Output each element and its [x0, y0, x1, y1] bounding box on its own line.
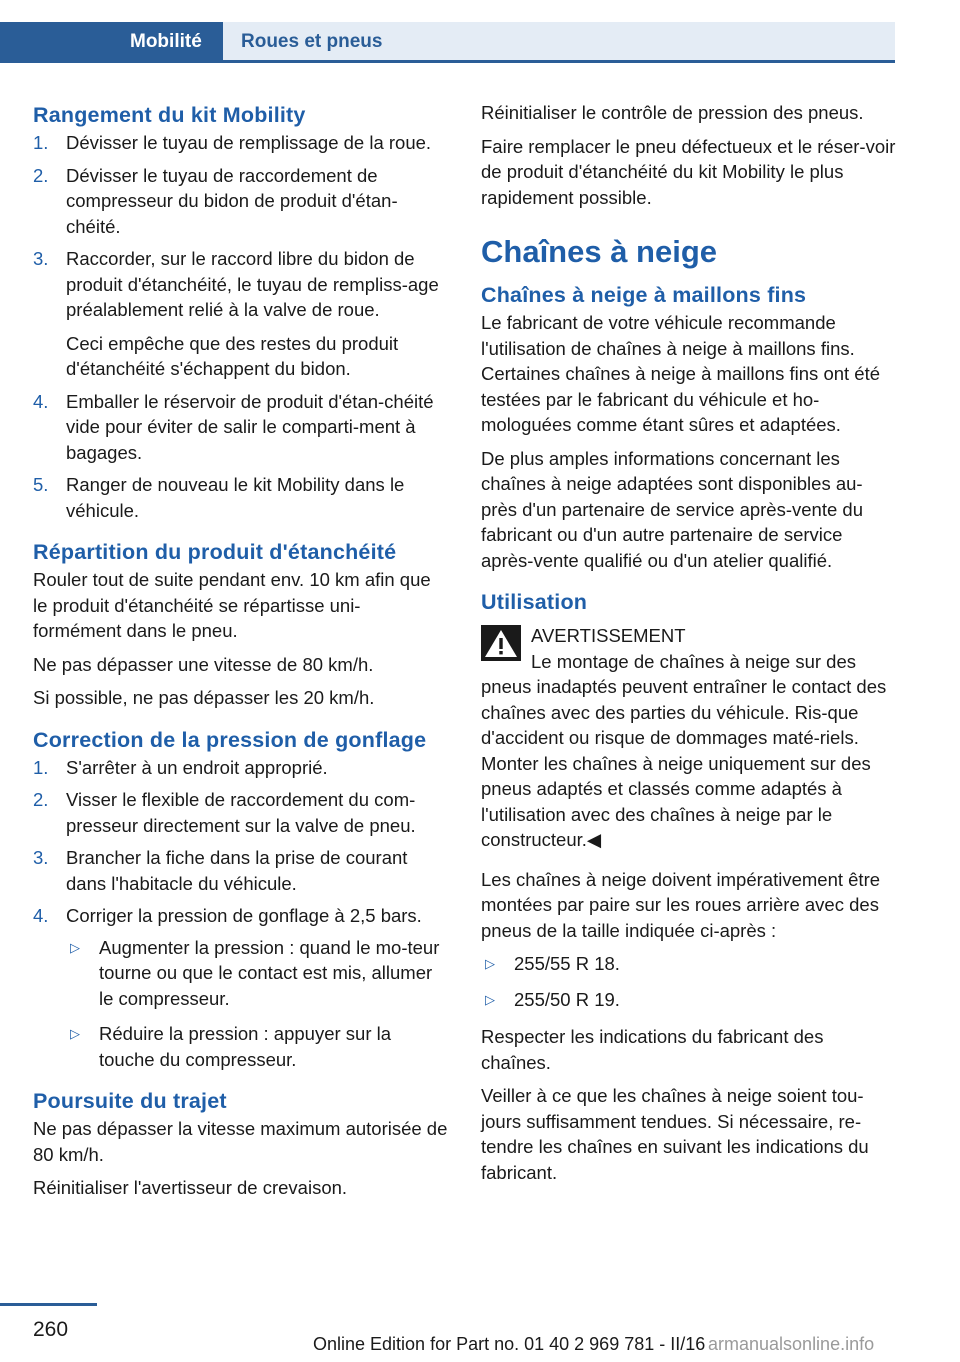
- bullet-item: [481, 951, 896, 977]
- paragraph: Réinitialiser le contrôle de pression des pneus.: [481, 102, 864, 123]
- step-text: Dévisser le tuyau de raccordement de compresseur du bidon de produit d'étan‐chéité.: [66, 164, 398, 237]
- left-column: [33, 100, 448, 1209]
- step-text: Visser le flexible de raccordement du com‐presseur directement sur la valve de pneu.: [66, 789, 416, 836]
- step-item: [33, 845, 448, 896]
- page-number: 260: [33, 1318, 69, 1341]
- step-number: 1.: [33, 132, 49, 153]
- header-tabbar: [0, 22, 895, 62]
- step-item: [33, 787, 448, 838]
- paragraph: Réinitialiser l'avertisseur de crevaison.: [33, 1177, 348, 1198]
- section-title-maillons: Chaînes à neige à maillons fins: [481, 283, 807, 307]
- step-item: [33, 246, 448, 382]
- step-item: [33, 163, 448, 240]
- triangle-right-icon: ▷: [485, 956, 495, 971]
- tab-mobilite[interactable]: Mobilité: [0, 22, 223, 62]
- triangle-right-icon: ▷: [485, 991, 495, 1007]
- bullet-text: 255/55 R 18.: [514, 953, 620, 974]
- steps-rangement: [33, 130, 448, 523]
- step-number: 3.: [33, 847, 49, 868]
- sub-bullets: [66, 935, 448, 1073]
- step-number: 4.: [33, 390, 49, 412]
- paragraph: Le fabricant de votre véhicule recommande l'utilisation de chaînes à neige à maillons fins. Certaines chaînes à neige à maillons fins ont été testées par le fabricant du véhicule et ho‐mologuées comme étant sûres et adaptées.: [481, 312, 881, 435]
- tab-roues-et-pneus[interactable]: Roues et pneus: [223, 22, 895, 62]
- warning-title: AVERTISSEMENT: [531, 625, 686, 646]
- step-item: [33, 389, 448, 466]
- step-text: Ranger de nouveau le kit Mobility dans le véhicule.: [66, 474, 405, 521]
- section-title-correction: Correction de la pression de gonflage: [33, 727, 427, 752]
- step-item: [33, 755, 448, 781]
- bullet-text: Réduire la pression : appuyer sur la touche du compresseur.: [99, 1023, 392, 1070]
- footer-divider: [0, 1303, 97, 1306]
- step-text: Dévisser le tuyau de remplissage de la roue.: [66, 132, 432, 153]
- step-item: [33, 903, 448, 1072]
- tab-underline: [0, 60, 895, 63]
- step-number: 2.: [33, 789, 49, 810]
- step-number: 1.: [33, 756, 49, 778]
- step-item: [33, 472, 448, 523]
- section-title-poursuite: Poursuite du trajet: [33, 1089, 227, 1113]
- step-number: 5.: [33, 474, 49, 495]
- triangle-right-icon: ▷: [70, 939, 80, 955]
- paragraph: Faire remplacer le pneu défectueux et le réser‐voir de produit d'étanchéité du kit Mobility le plus rapidement possible.: [481, 135, 896, 208]
- step-text: Emballer le réservoir de produit d'étan‐chéité vide pour éviter de salir le comparti‐ment à bagages.: [66, 390, 434, 463]
- warning-text: pneus inadaptés peuvent entraîner le contact des chaînes avec des parties du véhicule. Ris‐que d'accident ou risque de dommages maté‐riels. Monter les chaînes à neige uniquement sur des pneus adaptés et classés comme adaptés à l'utilisation avec des chaînes à neige par le constructeur.◀: [481, 676, 887, 850]
- warning-block: [481, 623, 896, 853]
- tire-size-list: [481, 951, 896, 1012]
- warning-text-first: Le montage de chaînes à neige sur des: [531, 650, 857, 672]
- paragraph: Ne pas dépasser une vitesse de 80 km/h.: [33, 653, 374, 675]
- bullet-text: 255/50 R 19.: [514, 988, 620, 1010]
- paragraph: Les chaînes à neige doivent impérativement être montées par paire sur les roues arrière avec des pneus de la taille indiquée ci-après :: [481, 868, 881, 941]
- step-number: 2.: [33, 164, 49, 186]
- step-text: S'arrêter à un endroit approprié.: [66, 756, 328, 778]
- watermark: armanualsonline.info: [708, 1334, 875, 1354]
- step-item: [33, 130, 448, 156]
- paragraph: Si possible, ne pas dépasser les 20 km/h.: [33, 687, 375, 708]
- bullet-text: Augmenter la pression : quand le mo‐teur tourne ou que le contact est mis, allumer le compresseur.: [99, 936, 440, 1009]
- paragraph: Veiller à ce que les chaînes à neige soient tou‐jours suffisamment tendues. Si nécessaire, re‐tendre les chaînes en suivant les indications du fabricant.: [481, 1085, 869, 1183]
- step-text: Corriger la pression de gonflage à 2,5 bars.: [66, 905, 422, 926]
- steps-correction: [33, 755, 448, 1073]
- bullet-item: [66, 935, 448, 1012]
- chapter-title: Chaînes à neige: [481, 234, 718, 269]
- bullet-item: [66, 1021, 448, 1072]
- step-text: Brancher la fiche dans la prise de courant dans l'habitacle du véhicule.: [66, 847, 408, 894]
- section-title-rangement: Rangement du kit Mobility: [33, 103, 306, 127]
- paragraph: De plus amples informations concernant les chaînes à neige adaptées sont disponibles au‐près d'un partenaire de service après-vente du fabricant ou d'un autre partenaire de service après-vente qualifié ou d'un atelier qualifié.: [481, 447, 863, 571]
- paragraph: Rouler tout de suite pendant env. 10 km afin que le produit d'étanchéité se répartisse uni‐formément dans le pneu.: [33, 569, 431, 641]
- step-number: 4.: [33, 905, 49, 926]
- paragraph: Respecter les indications du fabricant des chaînes.: [481, 1026, 824, 1073]
- right-column: [481, 100, 896, 1193]
- paragraph: Ne pas dépasser la vitesse maximum autorisée de 80 km/h.: [33, 1118, 448, 1165]
- bullet-item: [481, 987, 896, 1013]
- step-number: 3.: [33, 248, 49, 269]
- section-title-repartition: Répartition du produit d'étanchéité: [33, 540, 397, 564]
- edition-line: Online Edition for Part no. 01 40 2 969 781 - II/16: [313, 1334, 706, 1354]
- section-title-utilisation: Utilisation: [481, 590, 588, 614]
- step-text: Raccorder, sur le raccord libre du bidon de produit d'étanchéité, le tuyau de rempliss‐age préalablement relié à la valve de roue.: [66, 248, 439, 320]
- step-note: Ceci empêche que des restes du produit d'étanchéité s'échappent du bidon.: [66, 332, 399, 379]
- triangle-right-icon: ▷: [70, 1026, 80, 1041]
- warning-triangle-icon: [481, 625, 521, 661]
